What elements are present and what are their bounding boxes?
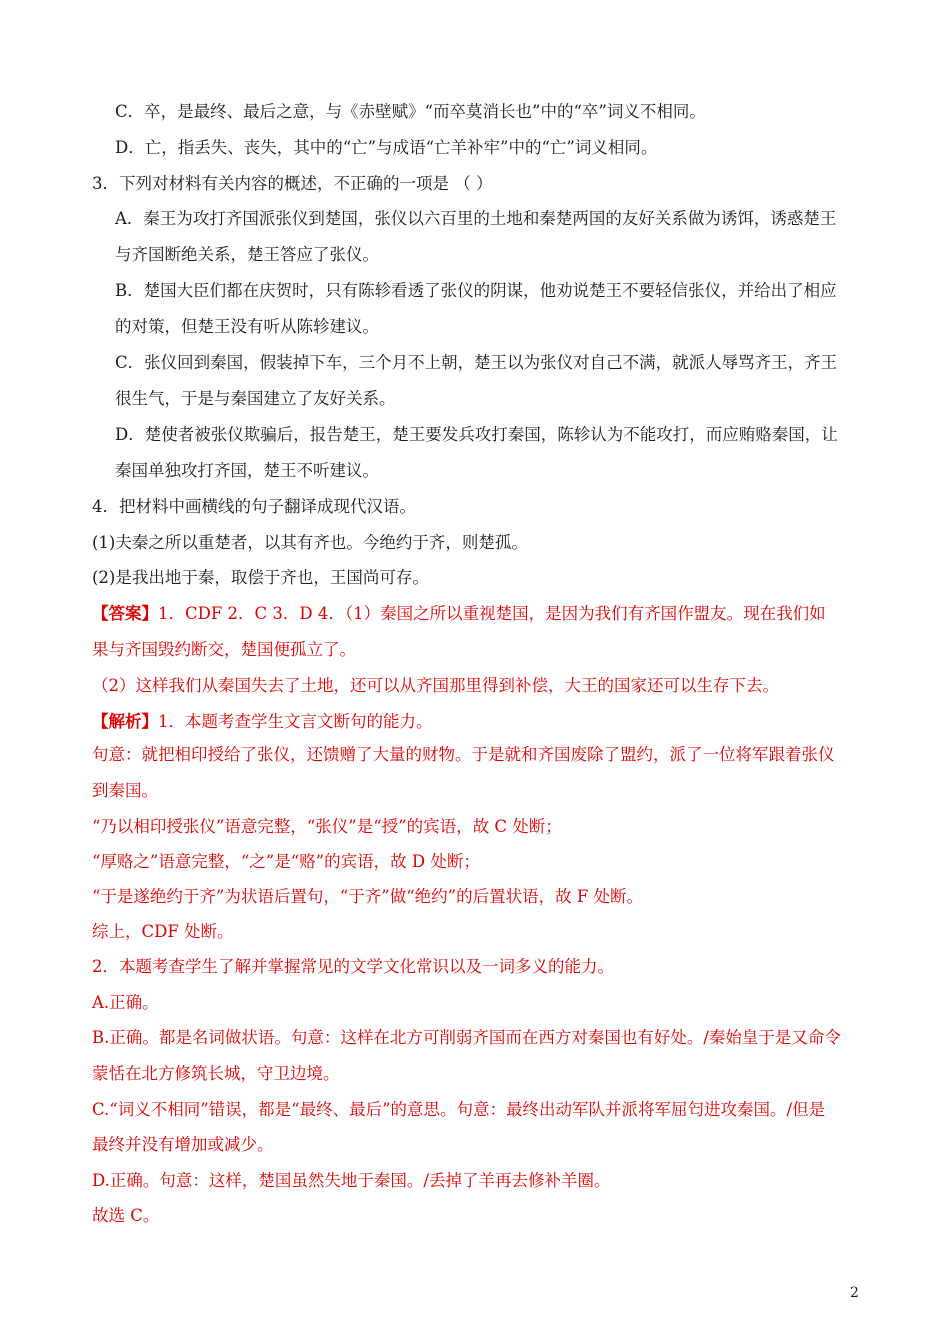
analysis-tag: 【解析】 [92,712,158,731]
analysis-line-9: A.正确。 [92,993,159,1012]
q3-option-a-line2: 与齐国断绝关系，楚王答应了张仪。 [115,245,379,264]
page-number: 2 [850,1285,859,1301]
analysis-line-8: 2．本题考查学生了解并掌握常见的文学文化常识以及一词多义的能力。 [92,957,614,976]
q3-option-c-line1: C．张仪回到秦国，假装掉下车，三个月不上朝，楚王以为张仪对自己不满，就派人辱骂齐王，齐王 [115,353,838,372]
q3-option-b-line2: 的对策，但楚王没有听从陈轸建议。 [115,317,379,336]
analysis-line-14: D.正确。句意：这样，楚国虽然失地于秦国。/丢掉了羊再去修补羊圈。 [92,1171,611,1190]
answer-line-1 [92,603,826,625]
q4-stem: 4．把材料中画横线的句子翻译成现代汉语。 [92,497,416,516]
answer-text-1: 1．CDF 2．C 3．D 4．（1）秦国之所以重视楚国，是因为我们有齐国作盟友。现在我们如 [158,604,826,623]
analysis-line-10: B.正确。都是名词做状语。句意：这样在北方可削弱齐国而在西方对秦国也有好处。/秦始皇于是又命令 [92,1028,841,1047]
analysis-line-15: 故选 C。 [92,1206,160,1225]
analysis-line-2: 句意：就把相印授给了张仪，还馈赠了大量的财物。于是就和齐国废除了盟约，派了一位将军跟着张仪 [92,745,835,764]
analysis-line-1 [92,711,433,733]
q3-option-a-line1: A．秦王为攻打齐国派张仪到楚国，张仪以六百里的土地和秦楚两国的友好关系做为诱饵，诱惑楚王 [115,209,837,228]
q3-option-d-line1: D．楚使者被张仪欺骗后，报告楚王，楚王要发兵攻打秦国，陈轸认为不能攻打，而应贿赂秦国，让 [115,425,838,444]
analysis-line-3: 到秦国。 [92,781,158,800]
answer-line-2: 果与齐国毁约断交，楚国便孤立了。 [92,640,356,659]
q4-sentence-2: (2)是我出地于秦，取偿于齐也，王国尚可存。 [92,568,429,587]
analysis-line-6: “于是遂绝约于齐”为状语后置句，“于齐”做“绝约”的后置状语，故 F 处断。 [92,887,644,906]
analysis-line-11: 蒙恬在北方修筑长城，守卫边境。 [92,1064,340,1083]
analysis-line-13: 最终并没有增加或减少。 [92,1135,274,1154]
analysis-line-5: “厚赂之”语意完整，“之”是“赂”的宾语，故 D 处断； [92,852,480,871]
q3-option-d-line2: 秦国单独攻打齐国，楚王不听建议。 [115,461,379,480]
answer-line-3: （2）这样我们从秦国失去了土地，还可以从齐国那里得到补偿，大王的国家还可以生存下去。 [92,676,779,695]
answer-tag: 【答案】 [92,604,158,623]
analysis-line-4: “乃以相印授张仪”语意完整，“张仪”是“授”的宾语，故 C 处断； [92,817,562,836]
q4-sentence-1: (1)夫秦之所以重楚者，以其有齐也。今绝约于齐，则楚孤。 [92,533,528,552]
analysis-line-12: C.“词义不相同”错误，都是“最终、最后”的意思。句意：最终出动军队并派将军屈匄进攻秦国。/但是 [92,1100,826,1119]
q2-option-d: D．亡，指丢失、丧失，其中的“亡”与成语“亡羊补牢”中的“亡”词义相同。 [115,138,658,157]
q3-option-c-line2: 很生气，于是与秦国建立了友好关系。 [115,389,396,408]
analysis-line-7: 综上，CDF 处断。 [92,922,234,941]
analysis-text-1: 1．本题考查学生文言文断句的能力。 [158,712,433,731]
q3-stem: 3．下列对材料有关内容的概述，不正确的一项是 （ ） [92,174,493,193]
q3-option-b-line1: B．楚国大臣们都在庆贺时，只有陈轸看透了张仪的阴谋，他劝说楚王不要轻信张仪，并给出了相应 [115,281,837,300]
q2-option-c: C．卒，是最终、最后之意，与《赤壁赋》“而卒莫消长也”中的“卒”词义不相同。 [115,102,706,121]
